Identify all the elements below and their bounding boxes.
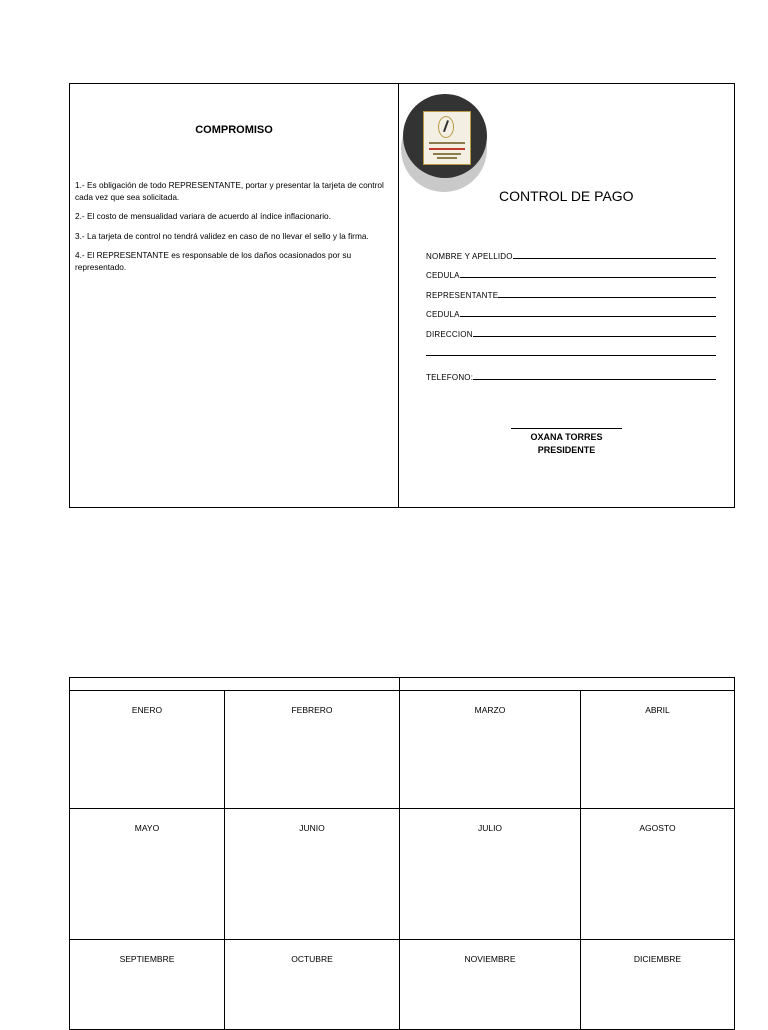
field-label: REPRESENTANTE — [426, 290, 499, 300]
month-cell — [581, 940, 735, 1030]
month-label: DICIEMBRE — [633, 954, 682, 964]
month-label: FEBRERO — [291, 705, 333, 715]
form-fields — [426, 241, 716, 382]
rule-item: 2.- El costo de mensualidad variara de acuerdo al índice inflacionario. — [75, 211, 331, 221]
field-direccion — [426, 319, 716, 339]
month-label: SEPTIEMBRE — [119, 954, 175, 964]
field-label: CEDULA — [426, 271, 460, 280]
page-title: CONTROL DE PAGO — [499, 188, 634, 204]
blank-line — [426, 354, 716, 356]
month-cell — [225, 691, 400, 809]
month-label: OCTUBRE — [291, 954, 333, 964]
field-direccion-cont — [426, 339, 716, 359]
field-label: TELEFONO: — [426, 373, 474, 382]
rules-list — [75, 180, 393, 281]
field-label: NOMBRE Y APELLIDO — [426, 251, 513, 261]
field-cedula — [426, 261, 716, 281]
month-cell — [400, 809, 581, 940]
control-card — [69, 83, 735, 508]
month-cell — [400, 940, 581, 1030]
month-cell — [400, 691, 581, 809]
compromiso-panel — [70, 84, 398, 507]
signature-name: OXANA TORRES — [530, 432, 603, 442]
control-panel — [399, 84, 734, 507]
blank-line — [513, 257, 716, 259]
month-label: ABRIL — [645, 705, 670, 715]
months-row — [70, 691, 735, 809]
month-label: JULIO — [477, 823, 503, 833]
month-label: ENERO — [131, 705, 163, 715]
month-label: NOVIEMBRE — [464, 954, 516, 964]
signature-role: PRESIDENTE — [537, 445, 596, 455]
field-cedula-representante — [426, 300, 716, 320]
month-label: AGOSTO — [639, 823, 676, 833]
months-grid — [69, 677, 735, 1030]
month-cell — [581, 691, 735, 809]
rule-item: 1.- Es obligación de todo REPRESENTANTE, portar y presentar la tarjeta de control cada vez que sea solicitada. — [75, 180, 384, 202]
field-representante — [426, 280, 716, 300]
blank-line — [460, 276, 716, 278]
months-header-row — [70, 678, 735, 691]
field-label: DIRECCION — [426, 329, 473, 339]
months-row — [70, 940, 735, 1030]
month-label: MAYO — [134, 823, 160, 833]
month-cell — [225, 809, 400, 940]
month-cell — [70, 940, 225, 1030]
blank-line — [498, 296, 716, 298]
header-cell — [70, 678, 400, 691]
rule-item: 4.- El REPRESENTANTE es responsable de los daños ocasionados por su representado. — [75, 250, 352, 272]
blank-line — [473, 335, 716, 337]
header-cell — [400, 678, 735, 691]
field-nombre — [426, 241, 716, 261]
signature-line — [511, 428, 622, 429]
blank-line — [460, 315, 716, 317]
months-row — [70, 809, 735, 940]
month-cell — [70, 691, 225, 809]
month-cell — [70, 809, 225, 940]
field-telefono — [426, 358, 716, 382]
field-label: CEDULA — [426, 310, 460, 319]
blank-line — [473, 378, 716, 380]
rule-item: 3.- La tarjeta de control no tendrá validez en caso de no llevar el sello y la firma. — [75, 230, 369, 241]
month-label: MARZO — [474, 705, 506, 715]
month-label: JUNIO — [299, 823, 325, 833]
academy-logo-icon — [401, 92, 489, 202]
compromiso-heading: COMPROMISO — [195, 124, 273, 136]
month-cell — [581, 809, 735, 940]
month-cell — [225, 940, 400, 1030]
